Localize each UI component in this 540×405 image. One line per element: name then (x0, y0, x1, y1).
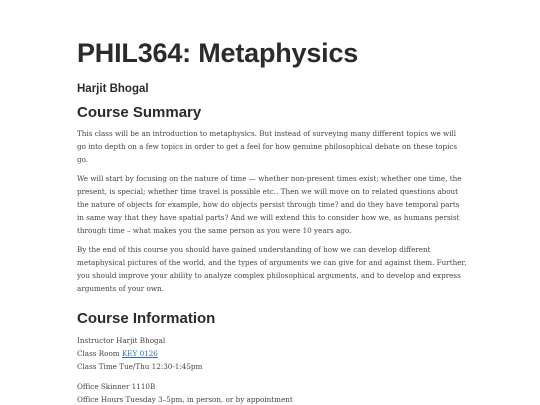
office-hours-label: Office Hours (77, 394, 124, 404)
main-content (77, 36, 467, 405)
instructor-label: Instructor (77, 335, 114, 345)
course-summary-heading: Course Summary (77, 104, 202, 121)
class-room-line (77, 347, 467, 360)
summary-paragraph-2: We will start by focusing on the nature of time — whether non-present times exist; whether one time, the present, is special; whether time travel is possible etc.. Then we will move on to related questions about the nature of objects for example, how do objects persist through time? and do they have temporal parts in same way that they have spatial parts? And we will extend this to consider how we, as humans persist through time – what makes you the same person as you were 10 years ago. (77, 174, 462, 235)
office-line (77, 380, 467, 393)
page-title: PHIL364: Metaphysics (77, 38, 359, 68)
class-room-label: Class Room (77, 348, 120, 358)
course-information-heading: Course Information (77, 309, 216, 327)
class-time-label: Class Time (77, 361, 117, 371)
office-hours-value: Tuesday 3–5pm, in person, or by appointment (125, 394, 293, 404)
office-label: Office (77, 381, 99, 391)
summary-paragraph-3: By the end of this course you should have gained understanding of how we can develop different metaphysical pictures of the world, and the types of arguments we can give for and against them. Further, you should improve your ability to analyze complex philosophical arguments, and to develop and express arguments of your own. (77, 245, 467, 293)
office-hours-line (77, 393, 467, 405)
class-time-value: Tue/Thu 12:30-1:45pm (119, 361, 203, 371)
instructor-name: Harjit Bhogal (116, 335, 166, 345)
class-time-line (77, 360, 467, 373)
summary-paragraph-1: This class will be an introduction to metaphysics. But instead of surveying many different topics we will go into depth on a few topics in order to get a feel for how genuine philosophical debate on these topics go. (77, 129, 458, 164)
author-name: Harjit Bhogal (77, 83, 149, 95)
class-room-link[interactable]: KEY 0126 (121, 348, 158, 358)
class-info-block (77, 334, 467, 373)
office-value: Skinner 1110B (100, 381, 156, 391)
instructor-line (77, 334, 467, 347)
office-info-block (77, 380, 467, 405)
